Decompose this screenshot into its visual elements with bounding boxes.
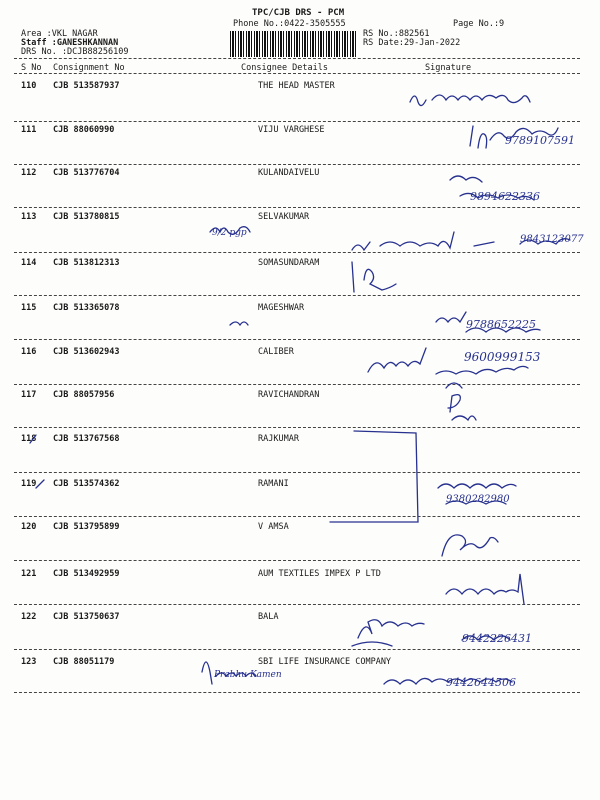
signature-110 (410, 95, 530, 106)
row-consignee: CALIBER (258, 347, 294, 357)
handwritten-note-113: 9/2 pgp (212, 228, 247, 238)
handwritten-phone-115: 9788652225 (466, 318, 536, 331)
area-label: Area :VKL NAGAR (21, 29, 98, 39)
row-sno: 115 (21, 303, 37, 313)
row-consignment: CJB 513780815 (53, 212, 120, 222)
row-consignee: RAJKUMAR (258, 434, 299, 444)
col-header-signature: Signature (425, 63, 472, 73)
signature-121 (446, 574, 524, 604)
row-consignment: CJB 513574362 (53, 479, 120, 489)
signature-117 (448, 395, 476, 420)
row-sno: 117 (21, 390, 37, 400)
row-consignee: BALA (258, 612, 279, 622)
signature-118-box (330, 431, 418, 522)
handwritten-phone-113: 9843123077 (520, 234, 584, 245)
row-consignment: CJB 513602943 (53, 347, 120, 357)
row-sno: 118 (21, 434, 37, 444)
row-consignee: RAMANI (258, 479, 289, 489)
row-consignee: MAGESHWAR (258, 303, 305, 313)
handwritten-phone-122: 9442226431 (462, 632, 532, 645)
row-consignment: CJB 513492959 (53, 569, 120, 579)
col-header-consignee: Consignee Details (241, 63, 328, 73)
row-sno: 116 (21, 347, 37, 357)
row-consignment: CJB 513587937 (53, 81, 120, 91)
handwritten-phone-123: 9442644506 (446, 676, 516, 689)
row-sno: 111 (21, 125, 37, 135)
handwritten-phone-112: 9894622336 (470, 190, 540, 203)
row-consignment: CJB 513750637 (53, 612, 120, 622)
row-consignee: VIJU VARGHESE (258, 125, 325, 135)
row-consignment: CJB 513776704 (53, 168, 120, 178)
row-consignee: AUM TEXTILES IMPEX P LTD (258, 569, 381, 579)
row-consignee: SBI LIFE INSURANCE COMPANY (258, 657, 392, 667)
row-consignment: CJB 513767568 (53, 434, 120, 444)
row-sno: 112 (21, 168, 37, 178)
staff-label: Staff :GANESHKANNAN (21, 38, 119, 48)
row-consignee: SELVAKUMAR (258, 212, 310, 222)
row-consignee: SOMASUNDARAM (258, 258, 320, 268)
row-sno: 121 (21, 569, 37, 579)
row-consignment: CJB 88051179 (53, 657, 115, 667)
handwritten-phone-116: 9600999153 (464, 350, 541, 364)
row-sno: 110 (21, 81, 37, 91)
row-consignee: THE HEAD MASTER (258, 81, 335, 91)
row-consignee: RAVICHANDRAN (258, 390, 320, 400)
phone-number: Phone No.:0422-3505555 (233, 19, 346, 29)
row-consignment: CJB 88060990 (53, 125, 115, 135)
row-consignment: CJB 513812313 (53, 258, 120, 268)
signature-113 (210, 227, 570, 250)
handwritten-phone-111: 9789107591 (505, 134, 575, 147)
signature-120 (442, 535, 498, 556)
col-header-consignment: Consignment No (53, 63, 125, 73)
col-header-sno: S No (21, 63, 42, 73)
handwritten-note-123: Prabhu Kamen (214, 670, 282, 680)
row-sno: 119 (21, 479, 37, 489)
row-sno: 123 (21, 657, 37, 667)
handwritten-phone-119: 9380282980 (446, 494, 510, 505)
row-sno: 113 (21, 212, 37, 222)
signature-114 (352, 262, 396, 292)
row-sno: 122 (21, 612, 37, 622)
row-consignee: KULANDAIVELU (258, 168, 320, 178)
rs-number: RS No.:882561 (363, 29, 430, 39)
page-number: Page No.:9 (453, 19, 505, 29)
row-consignee: V AMSA (258, 522, 289, 532)
signature-119 (36, 480, 516, 504)
row-consignment: CJB 513795899 (53, 522, 120, 532)
row-consignment: CJB 88057956 (53, 390, 115, 400)
row-sno: 120 (21, 522, 37, 532)
row-consignment: CJB 513365078 (53, 303, 120, 313)
rs-date: RS Date:29-Jan-2022 (363, 38, 461, 48)
row-sno: 114 (21, 258, 37, 268)
signature-118-mark (30, 435, 36, 443)
document-title: TPC/CJB DRS - PCM (252, 8, 345, 18)
drs-number: DRS No. :DCJB88256109 (21, 47, 129, 57)
